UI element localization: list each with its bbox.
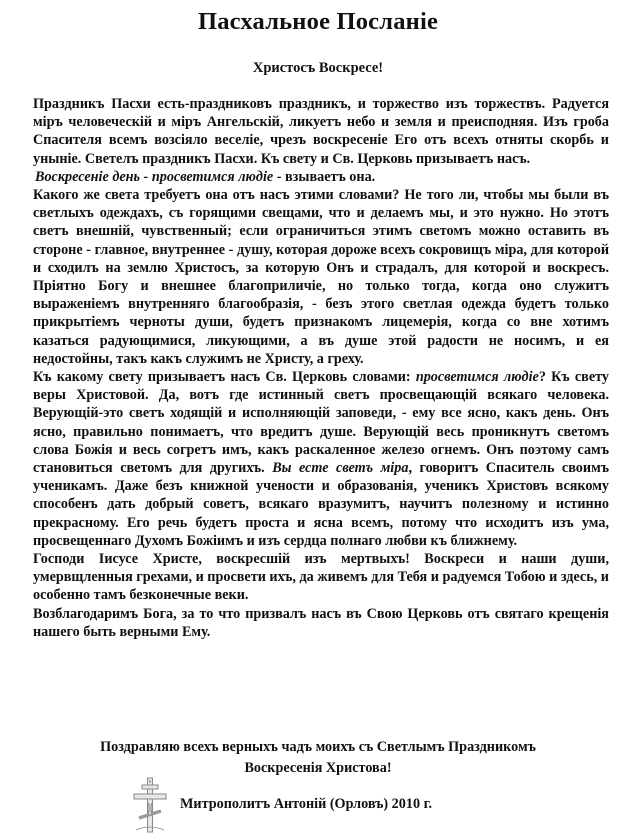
paragraph-4 — [33, 368, 609, 550]
paragraph-1: Праздникъ Пасхи есть-праздниковъ праздникъ, и торжество изъ торжествъ. Радуется міръ человеческій и міръ Ангельскій, ликуетъ небо и земля и преисподняя. Изъ гроба Спасителя всемъ возсіяло веселіе, чрезъ воскресеніе Его отъ всехъ отняты скорбь и уныніе. Светелъ праздникъ Пасхи. Къ свету и Св. Церковь призываетъ насъ. — [33, 96, 609, 167]
paragraph-4-middle: ? Къ свету веры Христовой. Да, вотъ где истинный светъ просвещающій всякаго человека. Верующій-это светъ ходящій и исполняющій заповеди, - ему все ясно, какъ день. Онъ ясно, правильно понимаетъ, что вредитъ душе. Верующій весь проникнутъ светомъ слова Божія и весь согретъ имъ, какъ раскаленное железо огнемъ. Онъ поэтому самъ становиться светомъ для другихъ. — [33, 369, 609, 477]
paragraph-4-start: Къ какому свету призываетъ насъ Св. Церковь словами: — [33, 369, 416, 386]
orthodox-cross-icon — [128, 776, 172, 834]
paragraph-6: Возблагодаримъ Бога, за то что призвалъ насъ въ Свою Церковь отъ святаго крещенія нашего быть верными Ему. — [33, 605, 609, 640]
greeting-line-2: Воскресенія Христова! — [244, 760, 392, 776]
page-subtitle: Христосъ Воскресе! — [252, 60, 384, 76]
epistle-body — [33, 95, 609, 641]
greeting-line-1: Поздравляю всехъ верныхъ чадъ моихъ съ Светлымъ Праздникомъ — [100, 739, 536, 755]
paragraph-4-italic-quote: Вы есте светъ міра — [272, 460, 409, 477]
paragraph-2-text: - взываетъ она. — [273, 168, 376, 185]
paragraph-2-italic: Воскресеніе день - просветимся людіе — [35, 168, 274, 185]
paragraph-3: Какого же света требуетъ она отъ насъ этими словами? Не того ли, чтобы мы были въ светлыхъ одеждахъ, съ горящими свещами, что и делаемъ мы, и это нужно. Но этотъ светъ внешній, чувственный; если ограничиться этимъ светомъ можно оставить въ стороне - главное, внутреннее - душу, которая дороже всехъ сокровищъ міра, для которой и сходилъ на землю Христосъ, за которую Онъ и страдалъ, для которой и воскресъ. Пріятно Богу и внешнее благоприличіе, но только тогда, когда оно служитъ выраженіемъ внутренняго благообразія, - безъ этого светлая одежда будетъ только прикрытіемъ черноты души, будетъ признакомъ лицемерія, когда со вне хотимъ казаться радующимися, ликующими, а въ душе этой радости не носимъ, и ея недостойны, такъ какъ служимъ не Христу, а греху. — [33, 187, 609, 367]
paragraph-2 — [33, 168, 609, 186]
paragraph-4-end: , говоритъ Спаситель своимъ ученикамъ. Даже безъ книжной учености и образованія, ученикъ Христовъ всякому способенъ дать добрый советъ, всякаго вразумитъ, научитъ полезному и истинно прекрасному. Его речь будетъ проста и ясна всемъ, потому что исходитъ изъ ума, просвещеннаго Духомъ Божіимъ и изъ сердца полнаго любви къ ближнему. — [33, 460, 610, 549]
paragraph-5: Господи Іисусе Христе, воскресшій изъ мертвыхъ! Воскреси и наши души, умервщленныя грехами, и просвети ихъ, да живемъ для Тебя и радуемся Тобою и здесь, и особенно тамъ безконечные веки. — [33, 551, 609, 604]
paragraph-4-italic: просветимся людіе — [415, 369, 539, 386]
page-title: Пасхальное Посланіе — [197, 8, 439, 35]
signature: Митрополитъ Антоній (Орловъ) 2010 г. — [180, 796, 432, 812]
easter-greeting — [40, 737, 596, 779]
